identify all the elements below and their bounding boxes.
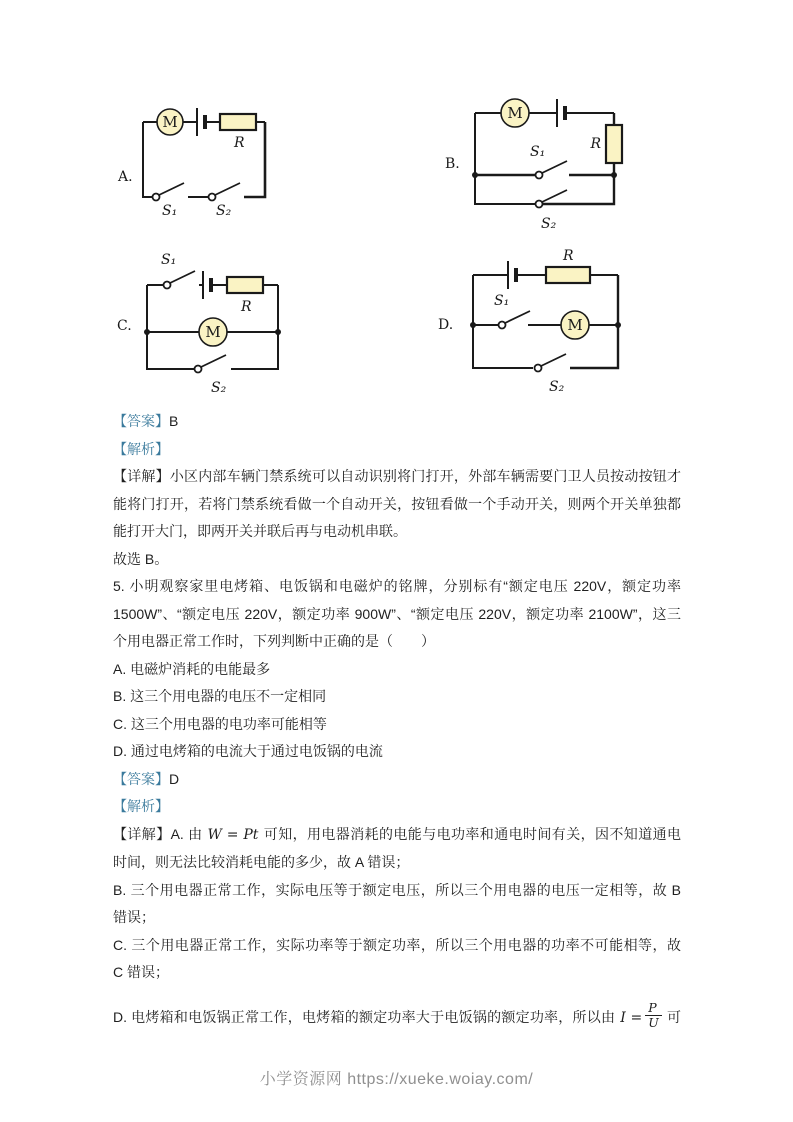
q5-stem-line: 个用电器正常工作时，下列判断中正确的是（ ） [113, 633, 435, 649]
option-d-label: D. [438, 317, 454, 333]
motor-icon [157, 109, 183, 135]
switch-s1-label: S₁ [530, 144, 546, 160]
switch-s1-icon [499, 311, 531, 329]
formula-w-pt: W = Pt [207, 826, 259, 843]
option-c-label: C. [117, 318, 132, 334]
junction-dot [472, 172, 478, 178]
option-b-label: B. [445, 156, 460, 172]
q4-analysis-line [113, 436, 681, 464]
detail-d-prefix: D. 电烤箱和电饭锅正常工作，电烤箱的额定功率大于电饭锅的额定功率，所以由 [113, 1008, 616, 1025]
fraction-denominator: U [648, 1015, 659, 1030]
junction-dot [615, 322, 621, 328]
q5-detail-line: C. 三个用电器正常工作，实际功率等于额定功率，所以三个用电器的功率不可能相等，故 [113, 936, 681, 953]
analysis-label: 【解析】 [113, 440, 169, 457]
resistor-icon [606, 125, 622, 163]
circuit-option-a [100, 95, 290, 225]
motor-icon [561, 311, 589, 339]
analysis-label: 【解析】 [113, 798, 169, 814]
switch-s2-label: S₂ [211, 380, 227, 396]
circuit-a-wires [143, 122, 265, 197]
q4-conclusion-line: 故选 B。 [113, 550, 169, 567]
formula-i-lhs: I = [620, 1009, 643, 1026]
resistor-label: R [234, 135, 245, 151]
q5-stem-line: 1500W”、“额定电压 220V，额定功率 900W”、“额定电压 220V，额定功率 2100W”，这三 [113, 605, 681, 622]
detail-d-suffix: 可 [666, 1008, 682, 1025]
q5-option-c: C. 这三个用电器的电功率可能相等 [113, 715, 327, 732]
circuit-option-c [103, 248, 298, 400]
q5-detail-line: 错误； [113, 909, 155, 925]
q4-answer-line [113, 408, 681, 436]
answer-label: 【答案】 [113, 413, 169, 429]
switch-s2-icon [209, 183, 241, 201]
switch-s1-icon [164, 271, 196, 289]
q4-detail-line: 【详解】小区内部车辆门禁系统可以自动识别将门打开，外部车辆需要门卫人员按动按钮才 [113, 468, 681, 484]
q4-detail-line: 能打开大门，即两开关并联后再与电动机串联。 [113, 523, 407, 539]
battery-icon [203, 271, 211, 299]
resistor-icon [227, 277, 263, 293]
q4-answer-value: B [169, 413, 179, 429]
circuit-option-b [435, 88, 647, 240]
svg-text:M: M [205, 323, 221, 341]
resistor-label: R [590, 136, 601, 152]
q5-detail-d-line [113, 999, 681, 1036]
svg-text:M: M [507, 104, 523, 122]
formula-i-equals-p-over-u [620, 999, 662, 1030]
resistor-label: R [241, 299, 252, 315]
switch-s1-icon [153, 183, 185, 201]
resistor-icon [220, 114, 256, 130]
switch-s1-icon [536, 161, 568, 179]
fraction-numerator: P [645, 1001, 662, 1016]
q5-detail-line: C 错误； [113, 964, 169, 980]
switch-s1-label: S₁ [161, 252, 177, 268]
fraction-p-over-u [645, 1001, 662, 1031]
switch-s2-label: S₂ [216, 203, 232, 219]
svg-text:M: M [162, 113, 178, 131]
answer-label: 【答案】 [113, 770, 169, 787]
junction-dot [470, 322, 476, 328]
switch-s2-label: S₂ [549, 379, 565, 395]
q4-detail-line: 能将门打开，若将门禁系统看做一个自动开关，按钮看做一个手动开关，则两个开关单独都 [113, 495, 681, 512]
switch-s1-label: S₁ [494, 293, 510, 309]
option-a-label: A. [118, 169, 133, 185]
battery-icon [197, 108, 205, 136]
battery-icon [508, 261, 516, 289]
q5-detail-a-line [113, 821, 681, 850]
battery-icon [557, 99, 565, 127]
resistor-icon [546, 267, 590, 283]
switch-s2-icon [535, 354, 567, 372]
detail-a-prefix: 【详解】A. 由 [113, 825, 203, 842]
motor-icon [199, 318, 227, 346]
q5-option-b: B. 这三个用电器的电压不一定相同 [113, 688, 327, 704]
junction-dot [611, 172, 617, 178]
q5-stem-line: 5. 小明观察家里电烤箱、电饭锅和电磁炉的铭牌，分别标有“额定电压 220V，额定功率 [113, 578, 681, 594]
q5-analysis-line [113, 793, 681, 821]
resistor-label: R [563, 248, 574, 264]
switch-s2-icon [195, 355, 227, 373]
q5-option-a: A. 电磁炉消耗的电能最多 [113, 660, 271, 677]
q5-option-d: D. 通过电烤箱的电流大于通过电饭锅的电流 [113, 743, 383, 759]
q5-answer-value: D [169, 770, 180, 787]
motor-icon [501, 99, 529, 127]
detail-a-suffix: 可知，用电器消耗的电能与电功率和通电时间有关，因不知道通电 [263, 825, 682, 842]
q5-detail-line: B. 三个用电器正常工作，实际电压等于额定电压，所以三个用电器的电压一定相等，故 B [113, 881, 681, 898]
junction-dot [144, 329, 150, 335]
switch-s2-label: S₂ [541, 216, 557, 232]
answer-explanation-body [113, 408, 681, 1036]
svg-text:M: M [567, 316, 583, 334]
circuit-d-wires [473, 275, 618, 368]
q5-detail-line: 时间，则无法比较消耗电能的多少，故 A 错误； [113, 854, 410, 870]
circuit-option-d [428, 243, 648, 403]
q5-answer-line [113, 766, 681, 794]
junction-dot [275, 329, 281, 335]
site-footer-watermark: 小学资源网 https://xueke.woiay.com/ [259, 1071, 534, 1088]
switch-s1-label: S₁ [162, 203, 178, 219]
